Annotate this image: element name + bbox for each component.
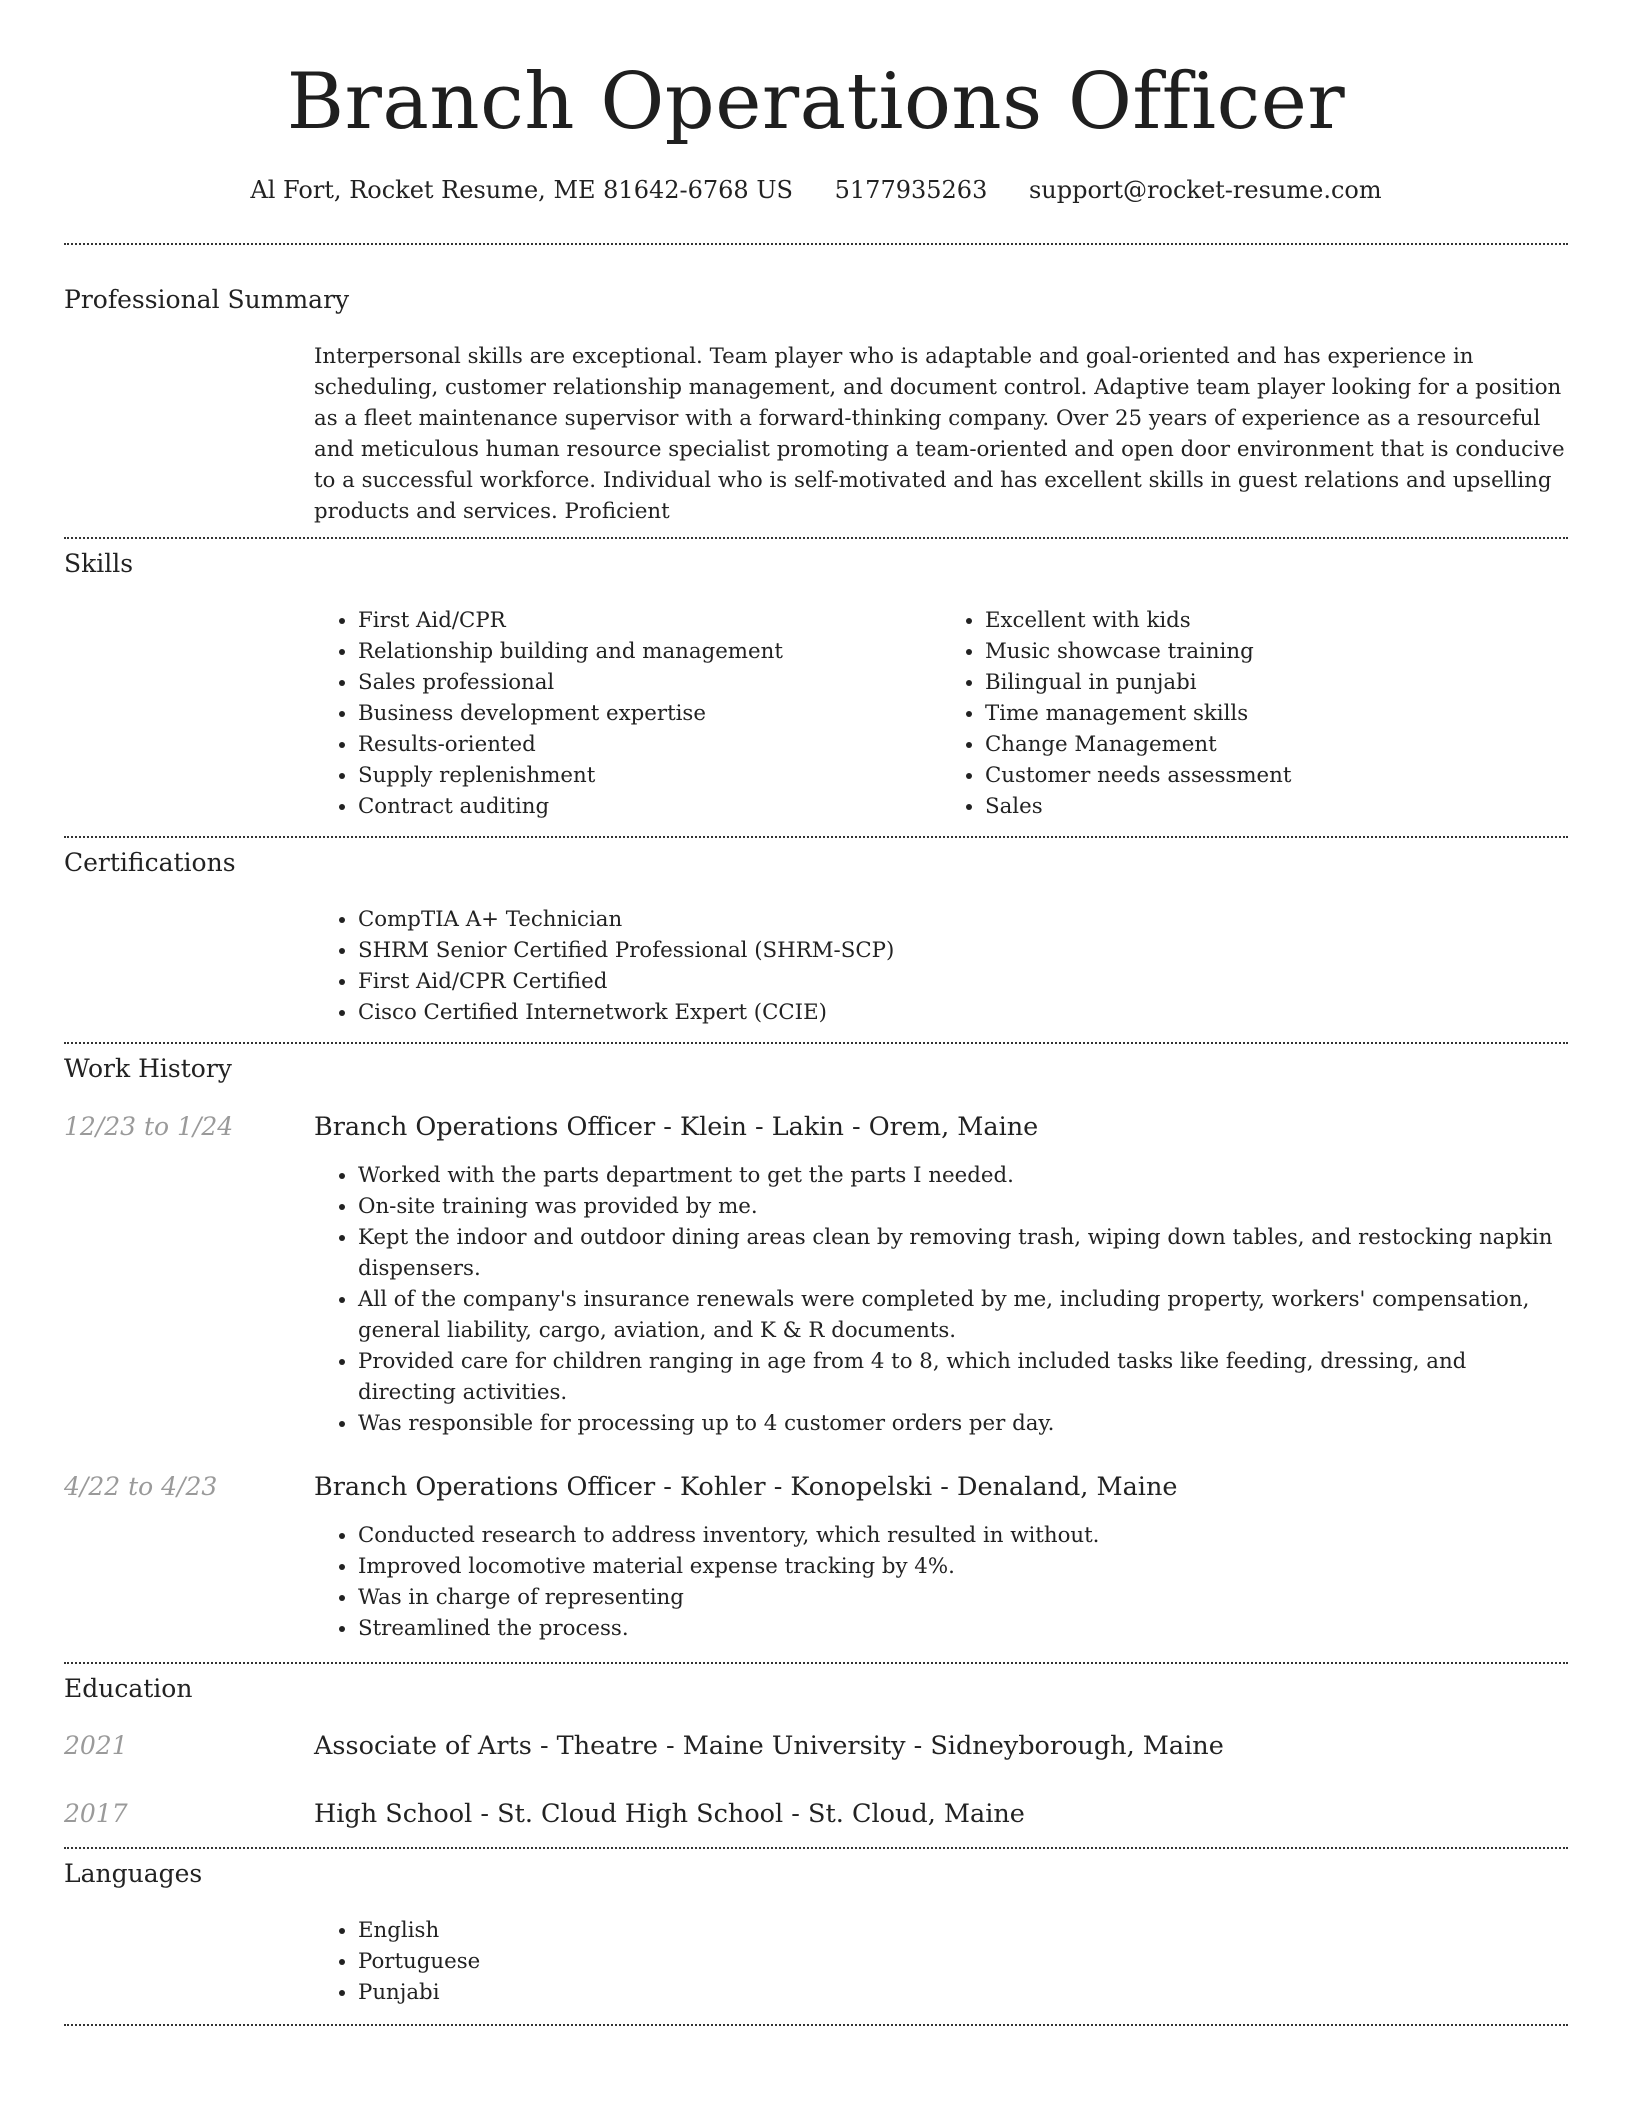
job-dates: 12/23 to 1/24 <box>64 1112 234 1141</box>
section-title-skills: Skills <box>64 549 134 578</box>
job-details <box>314 1520 1568 1644</box>
languages-list <box>314 1915 1568 2008</box>
skill-item: • Sales professional <box>358 667 941 698</box>
section-title-languages: Languages <box>64 1859 203 1888</box>
job-entry <box>64 1112 1568 1439</box>
skill-item: • Relationship building and management <box>358 636 941 667</box>
education-title: Associate of Arts - Theatre - Maine University - Sidneyborough, Maine <box>314 1731 1224 1761</box>
job-bullet: • Was in charge of representing <box>358 1582 1568 1613</box>
skill-item: • Contract auditing <box>358 791 941 822</box>
job-bullet: • Was responsible for processing up to 4 customer orders per day. <box>358 1408 1568 1439</box>
education-year: 2021 <box>64 1731 128 1760</box>
certification-item: • CompTIA A+ Technician <box>358 904 1568 935</box>
certifications-list <box>314 904 1568 1028</box>
certification-item: • Cisco Certified Internetwork Expert (CCIE) <box>358 997 1568 1028</box>
section-title-work-history: Work History <box>64 1054 232 1083</box>
skill-item: • Time management skills <box>985 698 1568 729</box>
education-title: High School - St. Cloud High School - St. Cloud, Maine <box>314 1799 1025 1829</box>
job-bullet: • Improved locomotive material expense tracking by 4%. <box>358 1551 1568 1582</box>
skill-item: • Results-oriented <box>358 729 941 760</box>
languages-content <box>314 1915 1568 2008</box>
job-title: Branch Operations Officer - Kohler - Konopelski - Denaland, Maine <box>314 1472 1178 1502</box>
skills-list <box>314 605 1568 822</box>
contact-email: support@rocket-resume.com <box>1028 176 1382 204</box>
job-bullet: • Worked with the parts department to get the parts I needed. <box>358 1160 1568 1191</box>
job-bullet: • Conducted research to address inventory, which resulted in without. <box>358 1520 1568 1551</box>
job-bullets <box>314 1160 1568 1439</box>
section-skills <box>64 539 1568 822</box>
skill-item: • Bilingual in punjabi <box>985 667 1568 698</box>
language-item: • Portuguese <box>358 1946 1568 1977</box>
education-entry <box>64 1799 1568 1829</box>
job-bullets <box>314 1520 1568 1644</box>
job-bullet: • On-site training was provided by me. <box>358 1191 1568 1222</box>
contact-phone: 5177935263 <box>834 176 988 204</box>
resume-name: Branch Operations Officer <box>286 57 1346 147</box>
job-dates: 4/22 to 4/23 <box>64 1472 218 1501</box>
skill-item: • Business development expertise <box>358 698 941 729</box>
skill-item: • Change Management <box>985 729 1568 760</box>
language-item: • English <box>358 1915 1568 1946</box>
summary-text: Interpersonal skills are exceptional. Team player who is adaptable and goal-oriented and has experience in scheduling, customer relationship management, and document control. Adaptive team player looking for a position as a fleet maintenance supervisor with a forward-thinking company. Over 25 years of experience as a resourceful and meticulous human resource specialist promoting a team-oriented and open door environment that is conducive to a successful workforce. Individual who is self-motivated and has excellent skills in guest relations and upselling products and services. Proficient <box>314 344 1565 524</box>
certification-item: • SHRM Senior Certified Professional (SHRM-SCP) <box>358 935 1568 966</box>
section-certifications <box>64 838 1568 1028</box>
job-details <box>314 1160 1568 1439</box>
contact-line <box>64 175 1568 205</box>
job-bullet: • Streamlined the process. <box>358 1613 1568 1644</box>
skills-column-right <box>941 605 1568 822</box>
section-summary <box>64 245 1568 527</box>
education-year: 2017 <box>64 1799 128 1828</box>
skills-column-left <box>314 605 941 822</box>
section-title-certifications: Certifications <box>64 848 236 877</box>
skill-item: • Customer needs assessment <box>985 760 1568 791</box>
skill-item: • Excellent with kids <box>985 605 1568 636</box>
job-bullet: • All of the company's insurance renewals were completed by me, including property, workers' compensation, general liability, cargo, aviation, and K & R documents. <box>358 1284 1568 1346</box>
job-bullet: • Kept the indoor and outdoor dining areas clean by removing trash, wiping down tables, and restocking napkin dispensers. <box>358 1222 1568 1284</box>
section-title-summary: Professional Summary <box>64 285 350 314</box>
skill-item: • Sales <box>985 791 1568 822</box>
section-work-history <box>64 1044 1568 1644</box>
skill-item: • First Aid/CPR <box>358 605 941 636</box>
job-title: Branch Operations Officer - Klein - Lakin - Orem, Maine <box>314 1112 1039 1142</box>
divider <box>64 2024 1568 2026</box>
section-title-education: Education <box>64 1674 193 1703</box>
section-languages <box>64 1849 1568 2008</box>
summary-content <box>314 341 1568 527</box>
language-item: • Punjabi <box>358 1977 1568 2008</box>
skill-item: • Supply replenishment <box>358 760 941 791</box>
contact-address: Al Fort, Rocket Resume, ME 81642-6768 US <box>250 176 793 204</box>
job-entry <box>64 1472 1568 1644</box>
certifications-content <box>314 904 1568 1028</box>
job-bullet: • Provided care for children ranging in age from 4 to 8, which included tasks like feeding, dressing, and directing activities. <box>358 1346 1568 1408</box>
skill-item: • Music showcase training <box>985 636 1568 667</box>
education-entry <box>64 1731 1568 1761</box>
section-education <box>64 1664 1568 1829</box>
certification-item: • First Aid/CPR Certified <box>358 966 1568 997</box>
resume-page <box>64 0 1568 2026</box>
